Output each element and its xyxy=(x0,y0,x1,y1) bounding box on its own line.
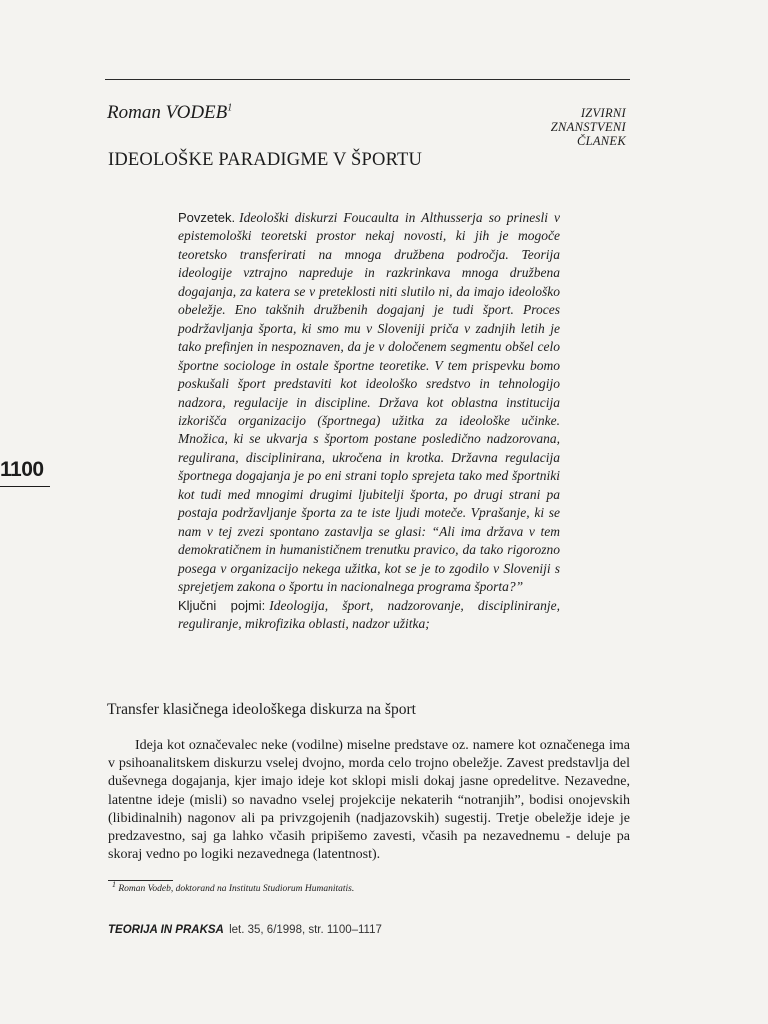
footnote-marker: 1 xyxy=(112,880,116,889)
abstract xyxy=(178,209,560,633)
article-type xyxy=(551,106,626,148)
top-rule xyxy=(105,79,630,80)
abstract-label: Povzetek. xyxy=(178,210,236,225)
journal-info: let. 35, 6/1998, str. 1100–1117 xyxy=(229,924,382,936)
footnote-text: Roman Vodeb, doktorand na Institutu Studiorum Humanitatis. xyxy=(118,884,355,895)
section-heading: Transfer klasičnega ideološkega diskurza na šport xyxy=(107,701,416,718)
page-number: 1100 xyxy=(0,458,44,481)
journal-citation xyxy=(108,924,382,936)
article-type-line: IZVIRNI xyxy=(580,106,626,120)
body-paragraph: Ideja kot označevalec neke (vodilne) miselne predstave oz. namere kot označenega ima v psihoanalitskem diskurzu vselej dvojno, morda celo trojno obeležje. Zavest predstavlja del duševnega dogajanja, kjer imajo ideje kot sklopi misli dokaj jasne opredelitve. Nezavedne, latentne ideje (misli) so navadno vselej projekcije nekaterih “notranjih”, bodisi onojevskih (libidinalnih) nagonov ali pa privzgojenih (nadjazovskih) sugestij. Tretje obeležje ideje je predzavestno, saj ga lahko včasih pripišemo zavesti, včasih pa nezavednemu - deluje pa skoraj vedno po logiki nezavednega (latentnost). xyxy=(108,738,630,863)
author-name-text: Roman VODEB xyxy=(107,102,228,123)
journal-name: TEORIJA IN PRAKSA xyxy=(108,924,224,936)
abstract-paragraph xyxy=(178,209,560,597)
author-footnote-marker: 1 xyxy=(227,102,233,114)
keywords-label: Ključni pojmi: xyxy=(178,597,266,613)
article-type-line: ČLANEK xyxy=(576,134,626,148)
abstract-text: Ideološki diskurzi Foucaulta in Althusserja so prinesli v epistemološki teoretski prostor nekaj novosti, ki jih je mogoče teoretsko transferirati na mnoga družbena področja. Teorija ideologije vztrajno napreduje in razkrinkava mnoga družbena dogajanja, za katera se v preteklosti niti slutilo ni, da imajo ideološko obeležje. Eno takšnih družbenih dogajanj je tudi šport. Proces podržavljanja športa, ki smo mu v Sloveniji priča v zadnjih letih je tako prefinjen in nespoznaven, da je v določenem segmentu obšel celo športne sociologe in ostale športne teoretike. V tem prispevku bomo poskušali šport predstaviti kot ideološko sredstvo in tehnologijo nadzora, regulacije in discipline. Država kot oblastna institucija izkorišča organizacijo (športnega) užitka za ideološke učinke. Množica, ki se ukvarja s športom postane posledično nadzorovana, regulirana, disciplinirana, ukročena in krotka. Državna regulacija športnega dogajanja je po eni strani toplo sprejeta tako med športniki kot tudi med mnogimi drugimi ljubitelji športa, po drugi strani pa postaja podržavljanje športa za te iste ljudi moteče. Vprašanje, ki se nam v tej zvezi spontano zastavlja se glasi: “Ali ima država v tem demokratičnem in humanističnem trenutku pravico, da tako rigorozno posega v organizacijo nekega užitka, kot se je to zgodilo v Sloveniji s sprejetjem zakona o športu in nacionalnega programa športa?” xyxy=(178,210,560,595)
footnote xyxy=(112,880,354,894)
article-type-line: ZNANSTVENI xyxy=(550,120,626,134)
keywords-paragraph xyxy=(178,597,560,634)
page-number-rule xyxy=(0,486,50,487)
article-title: IDEOLOŠKE PARADIGME V ŠPORTU xyxy=(108,150,423,170)
author-name xyxy=(107,102,232,124)
keywords-text: Ideologija, šport, nadzorovanje, discipliniranje, reguliranje, mikrofizika oblasti, nadzor užitka; xyxy=(178,597,561,631)
